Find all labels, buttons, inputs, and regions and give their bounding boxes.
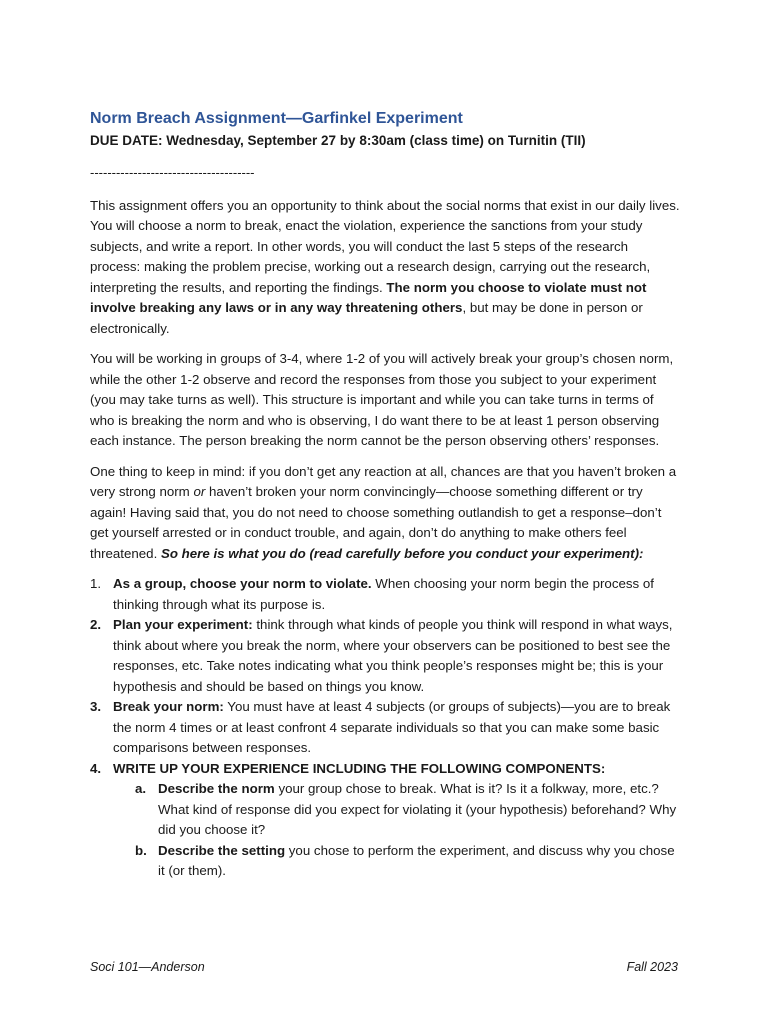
document-title: Norm Breach Assignment—Garfinkel Experiment [90, 110, 463, 127]
paragraph-text: haven’t broken your norm convincingly—choose something different or try again! Having said that, you do not need to choose something outlandish to get a response–don’t get yourself arrested or in conduct trouble, and again, don’t do anything to make others feel threatened. [90, 484, 662, 561]
step-item [90, 759, 680, 882]
step-number: 1. [90, 576, 102, 591]
step-text: When choosing your norm begin the process of thinking through what its purpose is. [113, 576, 654, 612]
step-item [90, 574, 680, 615]
substep-text: your group chose to break. What is it? Is it a folkway, more, etc.? What kind of response did you expect for violating it (your hypothesis) beforehand? Why did you choose it? [158, 781, 677, 837]
substep-item [113, 779, 680, 841]
step-text: think through what kinds of people you think will respond in what ways, think about where you break the norm, where your observers can be positioned to best see the responses, etc. Take notes indicating what you think people’s responses might be; this is your hypothesis and should be based on things you know. [113, 617, 673, 694]
substep-letter: a. [135, 781, 147, 796]
divider-rule: -------------------------------------- [90, 165, 255, 180]
step-number: 2. [90, 617, 102, 632]
intro-text-end: , but may be done in person or electronically. [90, 300, 643, 336]
substep-item [113, 841, 680, 882]
step-heading: WRITE UP YOUR EXPERIENCE INCLUDING THE FOLLOWING COMPONENTS: [113, 760, 606, 776]
substeps-list [113, 779, 680, 882]
steps-list [90, 574, 680, 882]
step-number: 3. [90, 699, 102, 714]
substep-text: you chose to perform the experiment, and discuss why you chose it (or them). [158, 842, 675, 878]
intro-text: This assignment offers you an opportunity to think about the social norms that exist in our daily lives. You will choose a norm to break, enact the violation, experience the sanctions from your study subjects, and write a report. In other words, you will conduct the last 5 steps of the research process: making the problem precise, working out a research design, carrying out the research, interpreting the results, and reporting the findings. [90, 197, 680, 295]
substep-heading: Describe the norm [158, 781, 275, 796]
intro-paragraph-3 [90, 462, 680, 565]
step-number: 4. [90, 760, 102, 776]
footer-term: Fall 2023 [626, 960, 678, 974]
substep-letter: b. [135, 842, 147, 858]
step-heading: Plan your experiment: [113, 617, 253, 632]
intro-paragraph-1 [90, 196, 680, 340]
step-heading: Break your norm: [113, 699, 224, 714]
step-heading: As a group, choose your norm to violate. [113, 576, 372, 591]
step-text: You must have at least 4 subjects (or groups of subjects)—you are to break the norm 4 times or at least confront 4 separate individuals so that you can make some basic comparisons between responses. [113, 699, 671, 755]
paragraph-text: One thing to keep in mind: if you don’t get any reaction at all, chances are that you haven’t broken a very strong norm [90, 463, 677, 499]
substep-heading: Describe the setting [158, 842, 286, 858]
document-body [90, 108, 680, 882]
emphasis-or: or [193, 484, 206, 499]
due-date: DUE DATE: Wednesday, September 27 by 8:30am (class time) on Turnitin (TII) [90, 133, 586, 148]
step-item [90, 697, 680, 759]
step-item [90, 615, 680, 697]
intro-warning: The norm you choose to violate must not involve breaking any laws or in any way threatening others [90, 279, 647, 315]
intro-paragraph-2: You will be working in groups of 3-4, where 1-2 of you will actively break your group’s chosen norm, while the other 1-2 observe and record the responses from those you subject to your experiment (you may take turns as well). This structure is important and while you can take turns in terms of who is breaking the norm and who is observing, I do want there to be at least 1 person observing each instance. The person breaking the norm cannot be the person observing others’ responses. [90, 351, 674, 448]
instructions-lead: So here is what you do (read carefully before you conduct your experiment): [160, 545, 644, 561]
footer-course: Soci 101—Anderson [90, 960, 205, 974]
